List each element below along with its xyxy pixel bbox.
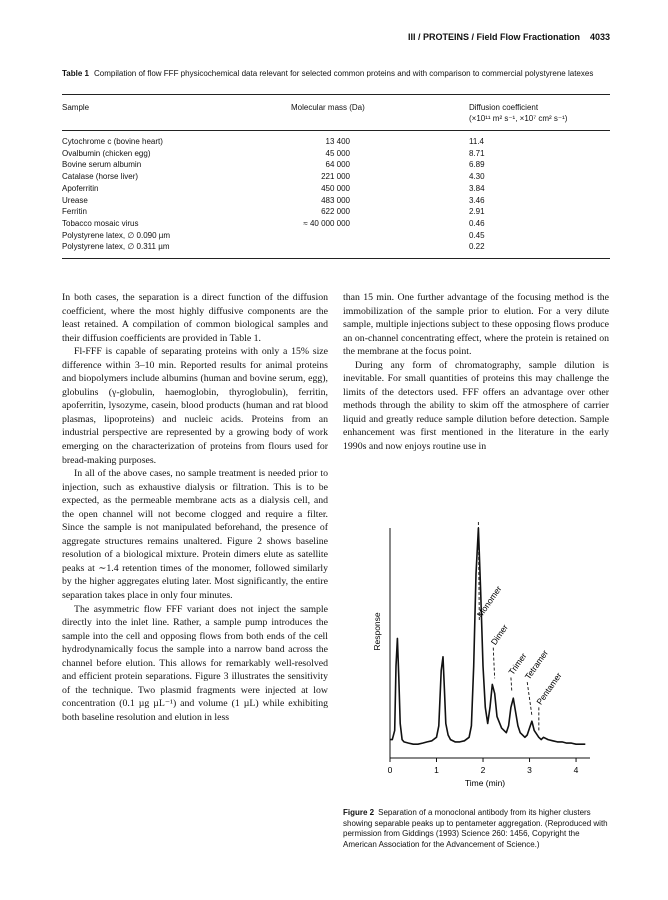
chart-axes — [372, 528, 590, 788]
table-header-diffusion: Diffusion coefficient — [469, 103, 539, 112]
table-cell-sample: Ovalbumin (chicken egg) — [62, 148, 151, 158]
table-cell-mass: 622 000 — [321, 207, 350, 217]
table-bottom-rule — [62, 258, 610, 259]
table-header-rule — [62, 130, 610, 131]
section-title: III / PROTEINS / Field Flow Fractionation — [407, 32, 580, 42]
annotation-label: Dimer — [488, 622, 510, 647]
table-cell-diffusion: 8.71 — [469, 148, 485, 158]
table-cell-sample: Ferritin — [62, 207, 87, 217]
paragraph: Fl-FFF is capable of separating proteins with only a 15% size difference within 3–10 min. Reported results for animal proteins and biopolymers include albumins (human and bovine serum, egg), globulins (γ-globulin, haemoglobin, thyroglobulin), ferritin, apoferritin, lysozyme, casein, blood products (human and rat blood plasmas, lipoproteins) and nucleic acids. Proteins from an industrial perspective are represented by a growing body of work emerging on the characterization of proteins from flours used for bread-making purposes. — [62, 346, 328, 466]
figure-caption — [343, 808, 611, 850]
body-column-left — [62, 291, 328, 725]
annotation-label: Pentamer — [534, 670, 564, 707]
x-axis-label: Time (min) — [464, 778, 506, 788]
table-cell-mass: 221 000 — [321, 172, 350, 182]
table-caption — [62, 68, 610, 79]
table-cell-sample: Apoferritin — [62, 183, 99, 193]
table-cell-mass: 45 000 — [325, 148, 350, 158]
table-cell-mass: 13 400 — [325, 137, 350, 146]
table-cell-diffusion: 11.4 — [469, 137, 484, 146]
figure-label: Figure 2 — [343, 808, 375, 817]
figure-2-chart — [360, 518, 610, 818]
table-cell-sample: Urease — [62, 195, 88, 205]
table-cell-mass: 483 000 — [321, 195, 350, 205]
table-cell-sample: Polystyrene latex, ∅ 0.311 µm — [62, 242, 170, 252]
table-header-mass: Molecular mass (Da) — [291, 103, 365, 112]
table-cell-diffusion: 3.46 — [469, 195, 485, 205]
annotation-label: Monomer — [474, 583, 504, 620]
annotation-leader — [511, 678, 512, 693]
table-cell-diffusion: 2.91 — [469, 207, 485, 217]
table-cell-sample: Cytochrome c (bovine heart) — [62, 137, 163, 146]
annotation-leader — [527, 682, 532, 715]
series-line-fractogram — [390, 528, 585, 744]
chart-series — [390, 528, 585, 744]
x-tick-label: 2 — [480, 765, 486, 775]
table-caption-text: Compilation of flow FFF physicochemical data relevant for selected common proteins and with comparison to commercial polystyrene latexes — [93, 69, 594, 78]
table-cell-diffusion: 3.84 — [469, 183, 485, 193]
annotation-leader — [493, 648, 494, 679]
table-cell-mass: 450 000 — [321, 183, 350, 193]
body-column-right — [343, 291, 609, 454]
annotation-label: Tetramer — [522, 648, 551, 682]
paragraph: The asymmetric flow FFF variant does not inject the sample directly into the inlet line. Rather, a sample pump introduces the sample into the cell and opposing flows from both ends of the cell hydrodynamically focus the sample into a narrow band across the channel before elution. This allows for remarkably well-resolved and efficient protein separations. Figure 3 illustrates the sensitivity of the technique. Two plasmid fragments were injected at low concentration (0.1 µg µL⁻¹) and volume (1 µL) while exhibiting both baseline resolution and elution in less — [62, 603, 328, 723]
table-header-sample: Sample — [62, 103, 90, 112]
table-cell-sample: Polystyrene latex, ∅ 0.090 µm — [62, 230, 171, 240]
table-cell-sample: Tobacco mosaic virus — [62, 218, 139, 228]
figure-caption-text: Separation of a monoclonal antibody from its higher clusters showing separable peaks up to pentameter aggregation. (Reproduced with permission from Giddings (1993) Science 260: 1456, Copyright the American Association for the Advancement of Science.) — [343, 808, 608, 849]
table-label: Table 1 — [62, 69, 89, 78]
chart-annotations — [475, 522, 564, 731]
table-cell-diffusion: 0.22 — [469, 242, 485, 252]
x-tick-label: 0 — [387, 765, 393, 775]
paragraph: During any form of chromatography, sample dilution is inevitable. For small quantities of proteins this may challenge the limits of the detectors used. FFF offers an advantage over other methods through the ability to skim off the atmosphere of carrier liquid and greatly reduce sample dilution before detection. Sample enhancement was first mentioned in the literature in the early 1990s and now enjoys routine use in — [343, 359, 609, 453]
table-cell-diffusion: 4.30 — [469, 172, 485, 182]
table-cell-sample: Bovine serum albumin — [62, 160, 142, 170]
table-header-diffusion-units: (×10¹¹ m² s⁻¹, ×10⁷ cm² s⁻¹) — [469, 114, 568, 123]
table-cell-sample: Catalase (horse liver) — [62, 172, 139, 182]
page-number: 4033 — [589, 32, 610, 42]
table-cell-diffusion: 0.45 — [469, 230, 485, 240]
table-cell-mass: ≈ 40 000 000 — [303, 218, 350, 228]
x-tick-label: 3 — [527, 765, 532, 775]
table-cell-diffusion: 0.46 — [469, 218, 485, 228]
paragraph: than 15 min. One further advantage of the focusing method is the immobilization of the sample prior to elution. For a very dilute sample, multiple injections subject to these opposing flows produce an on-channel concentrating effect, where the protein is retained on the membrane at the focus point. — [343, 292, 609, 358]
y-axis-label: Response — [372, 612, 382, 651]
table-cell-mass: 64 000 — [325, 160, 350, 170]
running-head — [330, 32, 610, 42]
paragraph: In both cases, the separation is a direct function of the diffusion coefficient, where the most highly diffusive components are the least retained. A compilation of common biological samples and their diffusion coefficients are provided in Table 1. — [62, 292, 328, 344]
x-tick-label: 1 — [434, 765, 439, 775]
annotation-label: Trimer — [506, 651, 529, 677]
x-tick-label: 4 — [573, 765, 579, 775]
table-top-rule — [62, 94, 610, 95]
paragraph: In all of the above cases, no sample treatment is needed prior to injection, such as exhaustive dialysis or filtration. This is to be expected, as the permeable membrane acts as a dialysis cell, and the open channel will not become clogged and require a filter. Since the sample is not manipulated beforehand, the presence of aggregate structures remains unaltered. Figure 2 shows baseline resolution of a biological mixture. Protein dimers elute as satellite peaks at ∼1.4 retention times of the monomer, followed similarly by the higher aggregates eluting later. Most significantly, the entire separation takes place in only four minutes. — [62, 468, 328, 602]
table-cell-diffusion: 6.89 — [469, 160, 485, 170]
